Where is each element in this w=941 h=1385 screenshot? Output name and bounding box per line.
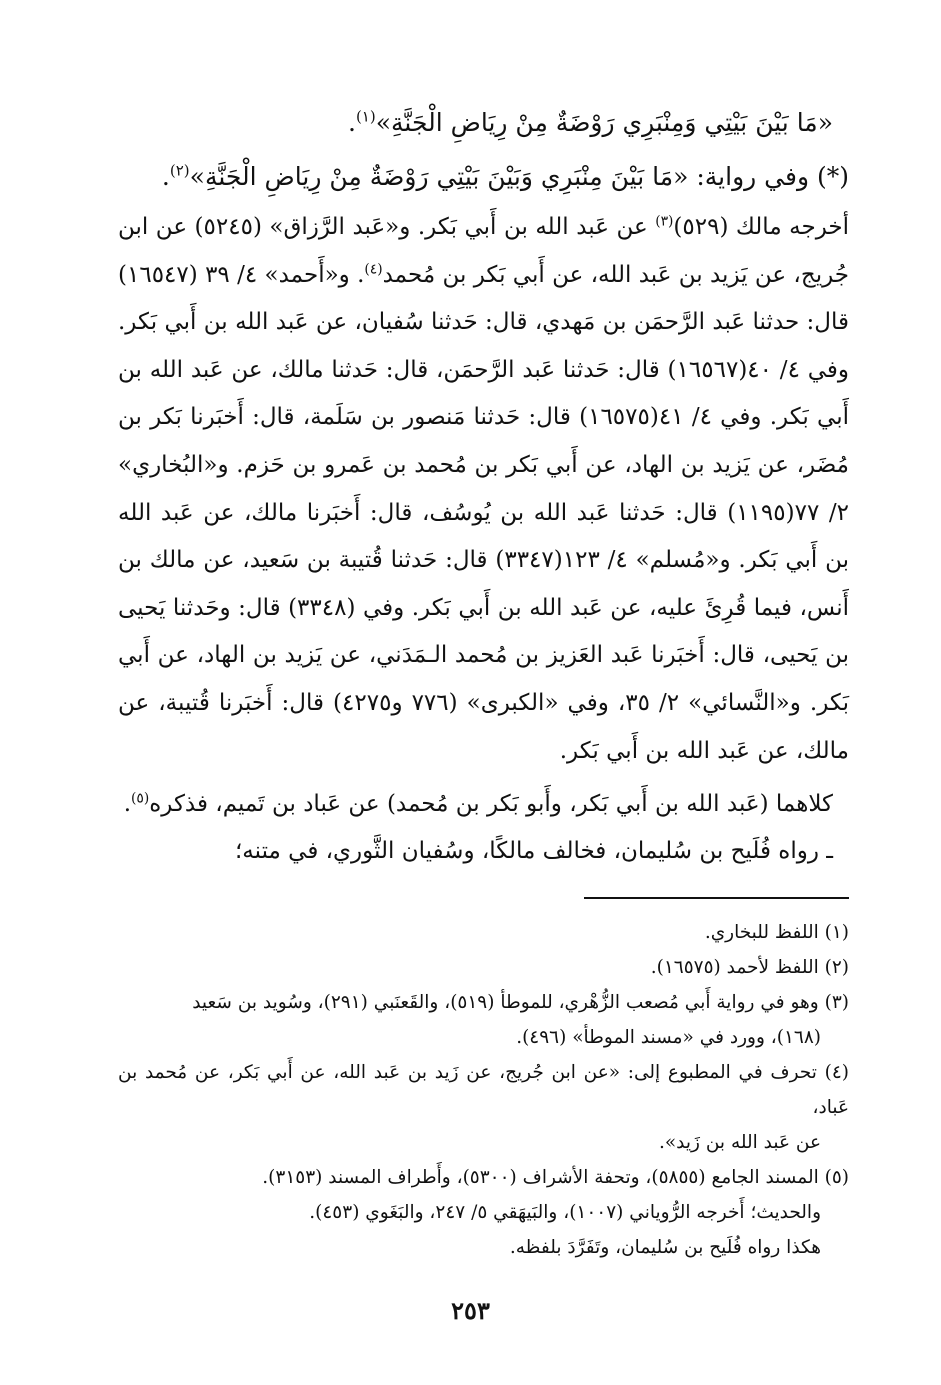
footnote-3 — [118, 985, 849, 1055]
summary-line-1 — [118, 781, 849, 828]
hadith-text-variant — [118, 150, 849, 204]
page-number: ٢٥٣ — [451, 1296, 490, 1325]
footnote-text: المسند الجامع (٥٨٥٥)، وتحفة الأشراف (٥٣٠٠)، وأَطراف المسند (٣١٥٣). — [262, 1167, 819, 1189]
footnote-1 — [118, 915, 849, 950]
takhrij-part-b: عن عَبد الله بن أَبي بَكر. و«عَبد الرَّزاق» (٥٢٤٥) عن ابن جُريج، عن يَزيد بن عَبد الله، عن أَبي بَكر بن مُحمد — [118, 214, 849, 288]
footnote-2 — [118, 950, 849, 985]
footnote-separator — [584, 897, 849, 899]
footnote-number: (٢) — [824, 957, 849, 979]
footnote-number: (٣) — [824, 992, 849, 1014]
footnote-text: اللفظ لأحمد (١٦٥٧٥). — [650, 957, 819, 979]
hadith-line-2: (*) وفي رواية: «مَا بَيْنَ مِنْبَرِي وَبَيْنَ بَيْتِي رَوْضَةٌ مِنْ رِيَاضِ الْجَنَّةِ» — [189, 162, 849, 191]
footnote-number: (٤) — [824, 1062, 849, 1084]
footnote-ref-2: (٢) — [169, 161, 190, 180]
footnote-5 — [118, 1160, 849, 1195]
takhrij-part-a: أخرجه مالك (٥٢٩) — [673, 214, 849, 240]
summary-text-1: كلاهما (عَبد الله بن أَبي بَكر، وأَبو بَكر بن مُحمد) عن عَباد بن تَميم، فذكره — [149, 791, 833, 818]
summary-text-2: ـ رواه فُلَيح بن سُليمان، فخالف مالكًا، وسُفيان الثَّوري، في متنه؛ — [235, 838, 833, 865]
footnote-text: اللفظ للبخاري. — [704, 922, 819, 944]
footnote-number: (٥) — [824, 1167, 849, 1189]
footnote-text: تحرف في المطبوع إلى: «عن ابن جُريج، عن زَيد بن عَبد الله، عن أَبي بَكر، عن مُحمد بن عَباد، — [118, 1062, 849, 1119]
hadith-text-main — [118, 96, 849, 150]
takhrij-paragraph — [118, 204, 849, 775]
hadith-line-1-end: . — [347, 108, 356, 137]
summary-text-1-end: . — [123, 791, 132, 818]
takhrij-part-c: . و«أَحمد» ٤/ ٣٩ (١٦٥٤٧) قال: حدثنا عَبد الرَّحمَن بن مَهدي، قال: حَدثنا سُفيان، عن عَبد الله بن أَبي بَكر. وفي ٤/ ٤٠(١٦٥٦٧) قال: حَدثنا عَبد الرَّحمَن، قال: حَدثنا مالك، عن عَبد الله بن أَبي بَكر. وفي ٤/ ٤١(١٦٥٧٥) قال: حَدثنا مَنصور بن سَلَمة، قال: أَخبَرنا بَكر بن مُضَر، عن يَزيد بن الهاد، عن أَبي بَكر بن مُحمد بن عَمرو بن حَزم. و«البُخاري» ٢/ ٧٧(١١٩٥) قال: حَدثنا عَبد الله بن يُوسُف، قال: أَخبَرنا مالك، عن عَبد الله بن أَبي بَكر. و«مُسلم» ٤/ ١٢٣(٣٣٤٧) قال: حَدثنا قُتيبة بن سَعيد، عن مالك بن أَنس، فيما قُرِئَ عليه، عن عَبد الله بن أَبي بَكر. وفي (٣٣٤٨) قال: وحَدثنا يَحيى بن يَحيى، قال: أَخبَرنا عَبد العَزيز بن مُحمد الـمَدَني، عن يَزيد بن الهاد، عن أَبي بَكر. و«النَّسائي» ٢/ ٣٥، وفي «الكبرى» (٧٧٦ و٤٢٧٥) قال: أَخبَرنا قُتيبة، عن مالك، عن عَبد الله بن أَبي بَكر. — [118, 261, 850, 764]
footnote-text: وهو في رواية أَبي مُصعب الزُّهْري، للموطأ (٥١٩)، والقَعنَبي (٢٩١)، وسُويد بن سَعيد — [192, 992, 819, 1014]
footnote-ref-1: (١) — [355, 107, 376, 126]
summary-line-2 — [118, 828, 849, 875]
hadith-line-1: «مَا بَيْنَ بَيْتِي وَمِنْبَرِي رَوْضَةٌ مِنْ رِيَاضِ الْجَنَّةِ» — [375, 108, 833, 137]
footnote-number: (١) — [824, 922, 849, 944]
hadith-line-2-end: . — [161, 162, 170, 191]
footnotes-section — [118, 915, 849, 1265]
footnote-5-line-2: والحديث؛ أَخرجه الرُّوياني (١٠٠٧)، والبَيهَقي ٥/ ٢٤٧، والبَغَوي (٤٥٣). — [309, 1202, 821, 1224]
footnote-4 — [118, 1055, 849, 1160]
footnote-continuation: عن عَبد الله بن زَيد». — [658, 1132, 821, 1154]
footnote-5-line-3: هكذا رواه فُلَيح بن سُليمان، وتَفَرَّدَ بلفظه. — [509, 1237, 821, 1259]
footnote-ref-3: (٣) — [655, 213, 674, 230]
footnote-ref-4: (٤) — [364, 260, 383, 277]
footnote-ref-5: (٥) — [131, 790, 150, 807]
book-page — [118, 96, 849, 1345]
footnote-continuation: (١٦٨)، وورد في «مسند الموطأ» (٤٩٦). — [516, 1027, 821, 1049]
